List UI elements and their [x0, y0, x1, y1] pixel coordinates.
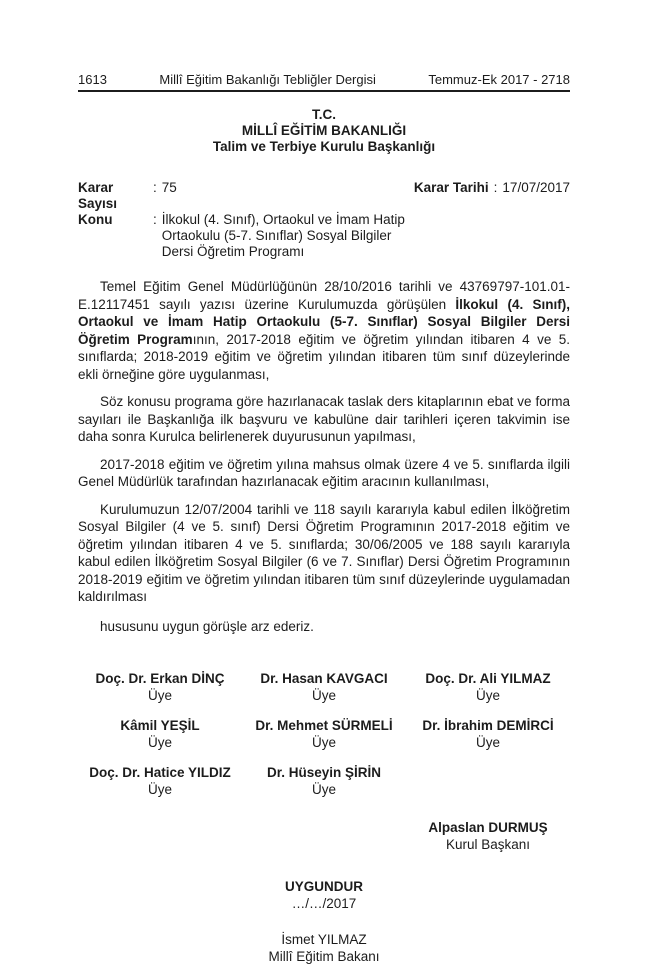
subject-line: Dersi Öğretim Programı — [161, 244, 305, 259]
approval-label: UYGUNDUR — [284, 879, 363, 894]
signatory-name: Kâmil YEŞİL — [120, 718, 200, 733]
approval-date: …/…/2017 — [291, 896, 357, 911]
subject-line: Ortaokulu (5-7. Sınıflar) Sosyal Bilgiler — [161, 228, 392, 243]
decision-number-row — [78, 180, 177, 212]
subject-value — [162, 212, 405, 260]
subject-row — [78, 212, 570, 260]
paragraph-1-program-title: İlkokul (4. Sınıf), Ortaokul ve İmam Hatip Ortaokulu (5-7. Sınıflar) Sosyal Bilgiler Dersi Öğretim Program — [78, 296, 570, 347]
signatory-name: Doç. Dr. Ali YILMAZ — [425, 671, 551, 686]
signatory-title: Üye — [311, 688, 336, 703]
signatory — [406, 670, 570, 704]
approval-section — [78, 878, 570, 912]
decision-date-value: 17/07/2017 — [502, 180, 570, 195]
signatory-empty — [406, 764, 570, 798]
signature-block — [78, 670, 570, 853]
signatory-name: Dr. Hasan KAVGACI — [260, 671, 388, 686]
minister-name: İsmet YILMAZ — [281, 932, 367, 947]
signatory — [78, 764, 242, 798]
decision-number-label: Karar Sayısı — [78, 180, 118, 211]
signatory — [242, 717, 406, 751]
signature-grid — [78, 670, 570, 798]
signatory-name: Doç. Dr. Hatice YILDIZ — [89, 765, 231, 780]
signatory-title: Üye — [475, 735, 500, 750]
paragraph-3: 2017-2018 eğitim ve öğretim yılına mahsus olmak üzere 4 ve 5. sınıflarda ilgili Genel Müdürlük tarafından hazırlanacak eğitim aracının kullanılması, — [78, 456, 570, 489]
subject-label: Konu — [78, 212, 113, 227]
minister-signature — [78, 931, 570, 965]
letterhead-tc: T.C. — [311, 107, 336, 122]
paragraph-1 — [78, 278, 570, 383]
signatory-title: Üye — [311, 735, 336, 750]
paragraph-1-post: ının, 2017-2018 eğitim ve öğretim yılından itibaren 4 ve 5. sınıflarda; 2018-2019 eğitim ve öğretim yılından itibaren tüm sınıf düzeylerinde ekli örneğine göre uygulanması, — [78, 331, 570, 382]
chairman-name: Alpaslan DURMUŞ — [428, 820, 548, 835]
chairman-title: Kurul Başkanı — [445, 837, 531, 852]
signatory-name: Dr. Mehmet SÜRMELİ — [255, 718, 393, 733]
separator-colon: : — [153, 180, 157, 195]
separator-colon: : — [153, 212, 157, 227]
signatory — [242, 764, 406, 798]
signatory-name: Doç. Dr. Erkan DİNÇ — [95, 671, 225, 686]
decision-meta — [78, 180, 570, 260]
page-number: 1613 — [78, 72, 107, 87]
chairman-row — [78, 819, 570, 853]
signatory-title: Üye — [311, 782, 336, 797]
paragraph-1-pre: Temel Eğitim Genel Müdürlüğünün 28/10/2016 tarihli ve 43769797-101.01-E.12117451 sayılı yazısı üzerine Kurulumuzda görüşülen — [78, 279, 570, 312]
paragraph-4: Kurulumuzun 12/07/2004 tarihli ve 118 sayılı kararıyla kabul edilen İlköğretim Sosyal Bilgiler (4 ve 5. sınıf) Dersi Öğretim Programının 2017-2018 eğitim ve öğretim yılından itibaren 4 ve 5. sınıflarda; 30/06/2005 ve 188 sayılı kararıyla kabul edilen İlköğretim Sosyal Bilgiler (6 ve 7. Sınıflar) Dersi Öğretim Programının 2018-2019 eğitim ve öğretim yılından itibaren tüm sınıf düzeylerinde uygulamadan kaldırılması — [78, 501, 570, 604]
journal-title: Millî Eğitim Bakanlığı Tebliğler Dergisi — [159, 72, 376, 87]
signatory — [78, 670, 242, 704]
decision-body — [78, 278, 570, 635]
signatory-title: Üye — [475, 688, 500, 703]
letterhead-ministry: MİLLÎ EĞİTİM BAKANLIĞI — [241, 123, 407, 138]
journal-header — [78, 73, 570, 92]
letterhead — [78, 107, 570, 155]
chairman — [406, 819, 570, 853]
signatory-title: Üye — [147, 688, 172, 703]
issue-info: Temmuz-Ek 2017 - 2718 — [428, 72, 570, 87]
signatory — [78, 717, 242, 751]
letterhead-board: Talim ve Terbiye Kurulu Başkanlığı — [212, 139, 436, 154]
minister-title: Millî Eğitim Bakanı — [268, 949, 380, 964]
signatory-title: Üye — [147, 782, 172, 797]
signatory — [242, 670, 406, 704]
decision-date-label: Karar Tarihi — [413, 180, 489, 195]
closing-line: hususunu uygun görüşle arz ederiz. — [100, 618, 314, 634]
decision-number-value: 75 — [161, 180, 177, 195]
signatory-title: Üye — [147, 735, 172, 750]
separator-colon: : — [493, 180, 498, 195]
signatory-name: Dr. Hüseyin ŞİRİN — [266, 765, 382, 780]
signatory — [406, 717, 570, 751]
paragraph-2: Söz konusu programa göre hazırlanacak taslak ders kitaplarının ebat ve forma sayıları ile Başkanlığa ilk başvuru ve kabulüne dair tarihleri içeren takvimin ise daha sonra Kurulca belirlenerek duyurusunun yapılması, — [78, 394, 570, 444]
decision-date-row — [414, 180, 570, 212]
signatory-name: Dr. İbrahim DEMİRCİ — [422, 718, 554, 733]
subject-line: İlkokul (4. Sınıf), Ortaokul ve İmam Hatip — [161, 212, 405, 227]
